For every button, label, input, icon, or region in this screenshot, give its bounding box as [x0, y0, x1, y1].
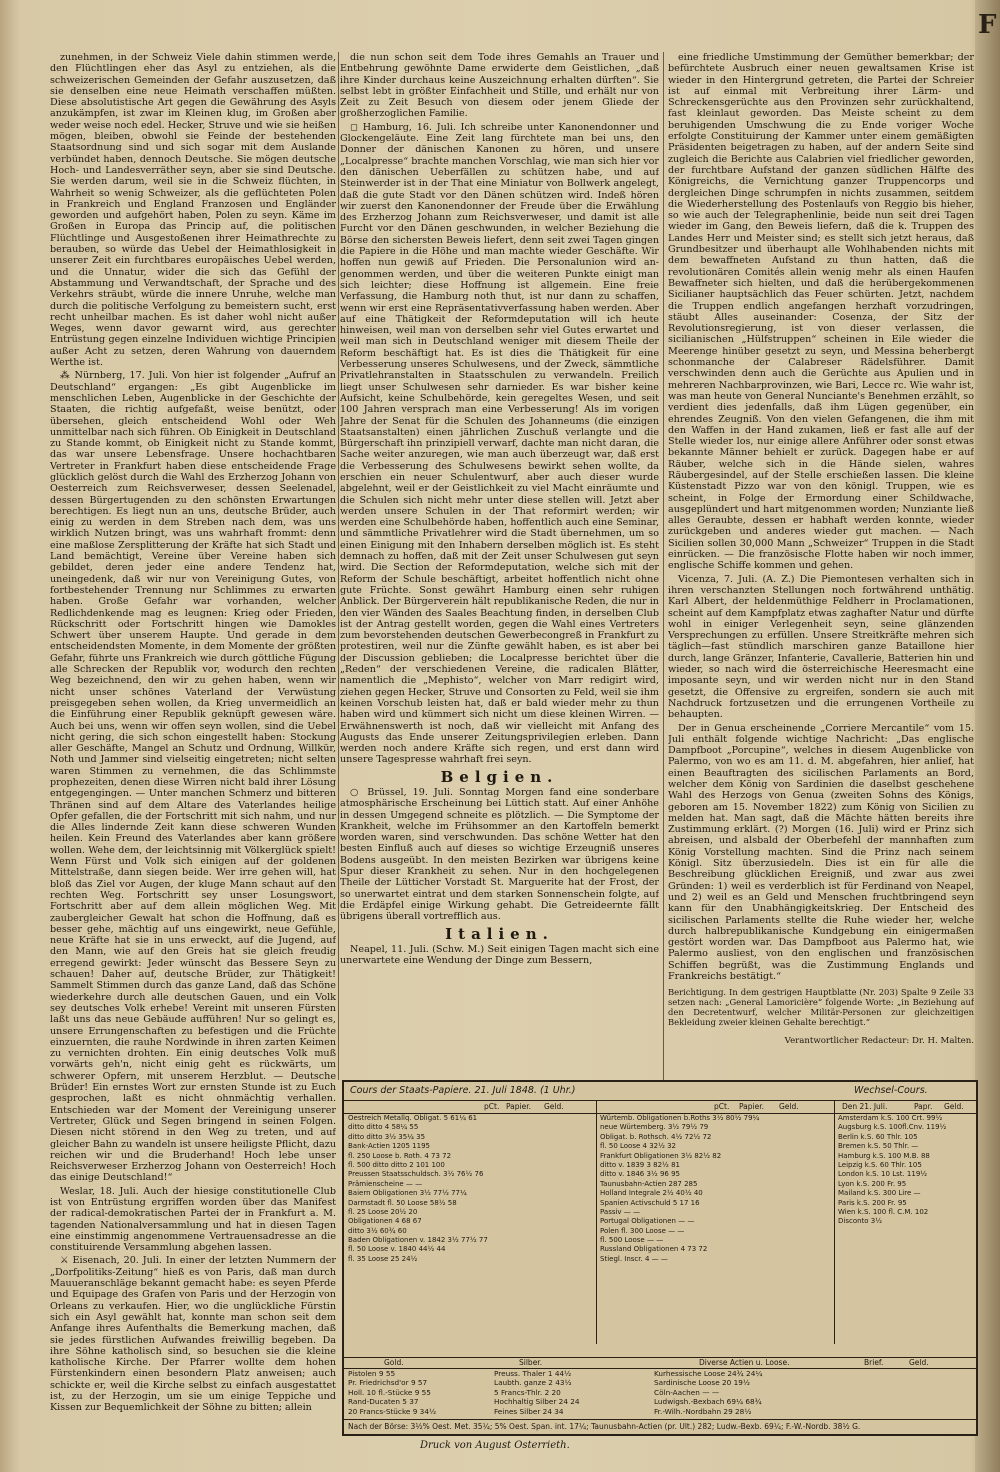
printer-imprint: Druck von August Osterrieth. [420, 1440, 570, 1451]
header-geld: Geld. [544, 1102, 564, 1111]
exchange-row: Hamburg k.S. 100 M.B. 88 [838, 1151, 930, 1160]
next-page-fragment: F [978, 10, 997, 40]
stock-row: fl. 50 Loose v. 1840 44½ 44 [348, 1245, 446, 1254]
header-gold: Gold. [384, 1358, 404, 1367]
coin-row: Rand-Ducaten 5 37 [348, 1397, 419, 1407]
header-brief: Brief. [864, 1358, 884, 1367]
stock-column-headers [344, 1101, 976, 1114]
stock-row: neue Würtemberg. 3½ 79½ 79 [600, 1123, 709, 1132]
exchange-row: Wien k.S. 100 fl. C.M. 102 [838, 1207, 929, 1216]
coin-headers [344, 1358, 976, 1369]
column-1 [50, 52, 336, 1452]
exchange-row: Disconto 3½ [838, 1217, 883, 1226]
article-bruessel: ○ Brüssel, 19. Juli. Sonntag Morgen fand eine sonderbare atmosphärische Erscheinung bei Lüttich statt. Auf einer Anhöhe in dessen Umgegend schneite es plötzlich. — Die Symptome der Krankheit, welche im Frühsommer an den Kartoffeln bemerkt worden waren, sind verschwunden. Das schöne Wetter hat den besten Einfluß auch auf dieses so wichtige Erzeugniß unseres Bodens ausgeübt. In den meisten Bezirken war übrigens keine Spur dieser Krankheit zu sehen. Nur in den hochgelegenen Theile der Lütticher Vorstadt St. Marguerite hat der Frost, der so unerwartet eintrat und dem starken Sonnenschein folgte, auf die Erdäpfel einige Wirkung gehabt. Die Getreideernte fällt übrigens überall vortrefflich aus. [340, 787, 659, 923]
header-pct: pCt. [484, 1102, 500, 1111]
exchange-row: Augsburg k.S. 100fl.Cnv. 119½ [838, 1123, 947, 1132]
exchange-row: London k.S. 10 Lst. 119½ [838, 1170, 928, 1179]
exchange-row: Amsterdam k.S. 100 Crt. 99½ [838, 1114, 943, 1122]
header-geld: Geld. [909, 1358, 929, 1367]
coin-row: Ludwigsh.-Bexbach 69¼ 68¾ [654, 1397, 762, 1407]
stock-row: fl. 500 ditto ditto 2 101 100 [348, 1160, 445, 1169]
coin-row: Sardinische Loose 20 19½ [654, 1378, 750, 1388]
header-papier: Papier. [739, 1102, 765, 1111]
exchange-row: Lyon k.S. 200 Fr. 95 [838, 1179, 907, 1188]
silber-list [494, 1369, 644, 1416]
after-bourse-line: Nach der Börse: 3½% Oest. Met. 35¼; 5% Oest. Span. int. 17¼; Taunusbahn-Actien (pr. Ult.) 282; Ludw.-Bexb. 69¼; F.-W.-Nordb. 38½ G. [344, 1419, 976, 1434]
stock-row: Holland Integrale 2½ 40½ 40 [600, 1189, 703, 1198]
article-paragraph: die nun schon seit dem Tode ihres Gemahls an Trauer und Entbehrung gewöhnte Dame erwiderte dem Geistlichen, „daß ihre Kinder durchaus keine Auszeichnung erhalten dürften“. Sie selbst lebt in größter Einfachheit und Stille, und erhält nur von Zeit zu Zeit Besuch von diesem oder jenem Gliede der großherzoglichen Familie. [340, 52, 659, 120]
stock-row: fl. 50 Loose 4 32½ 32 [600, 1142, 677, 1151]
stock-row: Oestreich Metallq. Obligat. 5 61¼ 61 [348, 1114, 478, 1122]
exchange-date: Den 21. Juli. [842, 1102, 888, 1111]
stock-row: Frankfurt Obligationen 3½ 82½ 82 [600, 1151, 722, 1160]
stock-row: Russland Obligationen 4 73 72 [600, 1245, 708, 1254]
stock-row: ditto ditto 4 58¼ 55 [348, 1123, 419, 1132]
column-rule [338, 52, 339, 1080]
exchange-row: Paris k.S. 200 Fr. 95 [838, 1198, 907, 1207]
stock-row: Passiv — — [600, 1207, 641, 1216]
stock-row: Stiegl. Inscr. 4 — — [600, 1254, 668, 1263]
header-geld: Geld. [944, 1102, 964, 1111]
stock-row: Polen fl. 300 Loose — — [600, 1226, 685, 1235]
stock-row: fl. 500 Loose — — [600, 1236, 664, 1245]
header-papier: Papier. [506, 1102, 532, 1111]
stock-row: Portugal Obligationen — — [600, 1217, 695, 1226]
gold-list [348, 1369, 488, 1416]
exchange-title: Wechsel-Cours. [854, 1085, 928, 1096]
stock-row: fl. 35 Loose 25 24½ [348, 1254, 418, 1263]
responsible-editor: Verantwortlicher Redacteur: Dr. H. Malten. [784, 1035, 974, 1046]
stock-table-title [344, 1082, 976, 1101]
article-neapel: Neapel, 11. Juli. (Schw. M.) Seit einigen Tagen macht sich eine unerwartete eine Wendung der Dinge zum Bessern, [340, 943, 659, 967]
stock-row: fl. 250 Loose b. Roth. 4 73 72 [348, 1151, 452, 1160]
column-3 [668, 52, 974, 1077]
stock-row: Baiern Obligationen 3½ 77½ 77¼ [348, 1189, 467, 1198]
coin-row: Holl. 10 fl.-Stücke 9 55 [348, 1387, 431, 1397]
next-page-edge [975, 0, 1000, 1472]
coin-row: Pistolen 9 55 [348, 1369, 396, 1378]
stock-row: ditto v. 1839 3 82½ 81 [600, 1160, 680, 1169]
stock-row: ditto v. 1846 3½ 96 95 [600, 1170, 680, 1179]
column-rule [663, 52, 664, 1080]
coin-row: Kurhessische Loose 24¾ 24¼ [654, 1369, 763, 1378]
coin-row: Pr. Friedrichsd'or 9 57 [348, 1378, 428, 1388]
stock-row: Obligationen 4 68 67 [348, 1217, 422, 1226]
article-paragraph: zunehmen, in der Schweiz Viele dahin stimmen werde, den Flüchtlingen eher das Asyl zu entziehen, als die schweizerischen Gemeinden der Gefahr auszusetzen, daß sie denselben eine neue Heimath verschaffen müßten. Diese absolutistische Art gegen die Gewährung des Asyls anzukämpfen, ist zwar im Kleinen klug, im Großen aber weder weise noch edel. Hecker, Struve und wie sie heißen mögen, bleiben, obwohl sie Feinde der bestehenden Staatsordnung sind und sich sogar mit dem Auslande verbündet haben, dennoch Deutsche. Sie mögen deutsche Hoch- und Landesverräther seyn, aber sie sind Deutsche. Sie werden darum, weil sie in die Schweiz flüchten, in Wahrheit so wenig Schweizer, als die geflüchteten Polen in Frankreich und England Franzosen und Engländer geworden und aufgehört haben, Polen zu seyn. Käme im Großen in Europa das Princip auf, die politischen Flüchtlinge und Ausgestoßenen ihrer Heimathrechte zu berauben, so würde das Uebel der Heimathlosigkeit in unserer Zeit ein furchtbares europäisches Uebel werden, und die Unnatur, wider die sich das Gefühl der Abstammung und Verwandtschaft, der Sprache und des Verkehrs sträubt, würde die innere Unruhe, welche man durch die politische Verfolgung zu bemeistern sucht, erst recht unheilbar machen. Es ist daher wohl nicht außer Weges, wenn davor gewarnt wird, aus gerechter Entrüstung gegen einzelne Individuen wichtige Principien außer Acht zu setzen, deren Wahrung von dauerndem Werthe ist. [50, 52, 336, 369]
stock-row: Prämienscheine — — [348, 1179, 423, 1188]
correction-note: Berichtigung. In dem gestrigen Hauptblatte (Nr. 203) Spalte 9 Zeile 33 setzen nach: „General Lamoricière“ folgende Worte: „in Beziehung auf den Decretentwurf, welcher Militär-Personen zur gleichzeitigen Bekleidung zweier kleinen Gehalte berechtigt.“ [668, 987, 974, 1027]
coin-table [344, 1357, 976, 1418]
article-weslar: Weslar, 18. Juli. Auch der hiesige constitutionelle Club ist von Entrüstung ergriffen worden über das Manifest der radical-demokratischen Partei der in Frankfurt a. M. tagenden Nationalversammlung und hat in diesen Tagen eine einstimmig angenommene Vertrauensadresse an die constituirende Versammlung abgehen lassen. [50, 1185, 336, 1254]
stock-row: Baden Obligationen v. 1842 3½ 77½ 77 [348, 1236, 488, 1245]
stock-block-1 [348, 1114, 593, 1264]
column-2 [340, 52, 659, 1077]
exchange-row: Berlin k.S. 60 Thlr. 105 [838, 1132, 918, 1141]
stock-block-2 [600, 1114, 832, 1264]
article-nuernberg: ⁂ Nürnberg, 17. Juli. Von hier ist folgender „Aufruf an Deutschland“ ergangen: „Es gibt Augenblicke im menschlichen Leben, Augenblicke in der Geschichte der Staaten, die richtig aufgefaßt, weise benützt, oder übersehen, gleich entscheidend Wohl oder Weh unmittelbar nach sich führen. Ob Einigkeit in Deutschland zu Stande kommt, ob Einigkeit nicht zu Stande kommt, das war unsere Lebensfrage. Unsere hochachtbaren Vertreter in Frankfurt haben diese entscheidende Frage glücklich gelöst durch die Wahl des Erzherzog Johann von Oesterreich zum Reichsverweser, dessen Seelenadel, dessen Bürgertugenden zu den schönsten Erwartungen berechtigen. Es liegt nun an uns, deutsche Brüder, auch einig zu werden in dem Streben nach dem, was uns wirklich Nutzen bringt, was uns wahrhaft frommt: denn eine maßlose Zersplitterung der Kräfte hat sich Stadt und Land bemächtigt, Vereine über Vereine haben sich gebildet, deren jeder eine andere Tendenz hat, uneingedenk, daß wir nur von Vereinigung Gutes, von fortbestehender Trennung nur Schlimmes zu erwarten haben. Große Gefahr war vorhanden, welcher Redlichdenkende mag es leugnen: Krieg oder Frieden, Rückschritt oder Fortschritt hingen wie Damokles Schwert über unserem Haupte. Und gerade in dem entscheidendsten Momente, in dem Momente der größten Gefahr, führte uns Frankreich wie durch göttliche Fügung alle Schrecken der Republik vor, wodurch den rechten Weg bezeichnend, den wir zu gehen haben, wenn wir nicht unser schönes Vaterland der Verwüstung preisgegeben sehen wollen, da Krieg unvermeidlich an die Einführung einer Republik geknüpft gewesen wäre. Auch bei uns, wenn wir offen seyn wollen, sind die Uebel nicht gering, die sich schon eingestellt haben: Stockung aller Geschäfte, Mangel an Schutz und Ordnung, Willkür, Noth und Jammer sind vielseitig eingetreten; nicht selten waren Stimmen zu vernehmen, die das Schlimmste prophezeiten, denen diese Wirren nicht bald ihrer Lösung entgegengingen. — Unter manchen Schmerz und bitteren Thränen sind auf dem Altare des Vaterlandes heilige Opfer gefallen, die der Fortschritt mit sich nahm, und nur die Alles lindernde Zeit kann diese schweren Wunden heilen. Kein Freund des Vaterlandes aber kann größere wollen. Wehe dem, der leichtsinnig mit Völkerglück spielt! Wenn Fürst und Volk sich einigen auf der goldenen Mittelstraße, dann siegen beide. Wer irre gehen will, hat bloß das Ziel vor Augen, der kluge Mann schaut auf den rechten Weg. Fortschritt sey unser Losungswort, Fortschritt aber auf dem allein möglichen Weg. Mit zaubergleicher Gewalt hat schon die Hoffnung, daß es besser gehe, mächtig auf uns eingewirkt, neue Gefühle, neue Kräfte hat sie in uns erweckt, auf die Jugend, auf den Mann, wie auf den Greis hat sie gleich freudig erregend gewirkt: Jeder wünscht das Bessere Seyn zu schauen! Daher auf, deutsche Brüder, zur Thätigkeit! Sammelt Stimmen durch das ganze Land, daß das Schöne wiederkehre durch alle deutschen Gauen, und ein Volk sey deutsches Volk erhebe! Vereint mit unseren Fürsten laßt uns das neue Gebäude aufführen! Nur so gelingt es, unsere Errungenschaften zu befestigen und die Früchte einzuernten, die rauhe Nordwinde in ihren zarten Keimen zu vernichten drohten. Ein einig deutsches Volk muß vorwärts geh'n, nicht einig geht es rückwärts, um schwerer Opfern, mit unserem Herzblut. — Deutsche Brüder! Ein ernstes Wort zur ernsten Stunde ist zu Euch gesprochen, laßt es nicht ohnmächtig verhallen. Entschieden war der Moment der Vereinigung unserer Vertreter, Glück und Segen bringend in seinen Folgen. Diesen nicht störend in den Weg zu treten, und auf gleicher Bahn zu wandeln ist unsere heiligste Pflicht, dazu reichen wir und die Bruderhand! Hoch lebe unser Reichsverweser Erzherzog Johann von Oesterreich! Hoch das einige Deutschland!“ [50, 370, 336, 1184]
article-genua: Der in Genua erscheinende „Corriere Mercantile“ vom 15. Juli enthält folgende wichtige Nachricht: „Das englische Dampfboot „Porcupine“, welches in diesem Augenblicke von Palermo, von wo es am 11. d. M. abgefahren, hier anlief, hat einen Beauftragten des sicilischen Parlaments an Bord, welcher dem König von Sardinien die daselbst geschehene Wahl des Herzogs von Genua (zweiten Sohns des Königs, geboren am 15. November 1822) zum König von Sicilien zu melden hat. Man sagt, daß die Mächte hätten bereits ihre Zustimmung erklärt. (?) Morgen (16. Juli) wird er Prinz sich abreisen, und alsbald der Oberbefehl der mannhaften zum König Vorstellung machten. Sind die Prinz nach seinem Königl. Sitz überzusiedeln. Dies ist ein für alle die Beschreibung glücklichen Ereigniß, und zwar aus zwei Gründen: 1) weil es verderblich ist für Ferdinand von Neapel, und 2) weil es an Geld und Menschen fruchtbringend seyn kann für den Unabhängigkeitskrieg. Der Entscheid des sicilischen Parlaments stellte die Ruhe wieder her, welche durch halbrepublikanische Kundgebung ein einigermaßen gestört worden war. Das Dampfboot aus Palermo hat, wie Palermo ausliest, von den englischen und französischen Schiffen begrüßt, was die Zustimmung Englands und Frankreichs bestätigt.“ [668, 722, 974, 983]
coin-row: Cöln-Aachen — — [654, 1387, 720, 1397]
header-silber: Silber. [519, 1358, 543, 1367]
exchange-row: Bremen k.S. 50 Thlr. — [838, 1142, 919, 1151]
exchange-block [838, 1114, 972, 1227]
stock-row: Preussen Staatsschuldsch. 3½ 76½ 76 [348, 1170, 484, 1179]
stock-row: Taunusbahn-Actien 287 285 [600, 1179, 698, 1188]
header-diverse: Diverse Actien u. Loose. [699, 1358, 790, 1367]
stock-row: Würtemb. Obligationen b.Roths 3½ 80½ 79¼ [600, 1114, 760, 1122]
stock-table [342, 1080, 978, 1436]
stock-row: Spanien Activschuld 5 17 16 [600, 1198, 700, 1207]
section-heading-belgien: Belgien. [440, 767, 559, 786]
article-hamburg: ◻ Hamburg, 16. Juli. Ich schreibe unter Kanonendonner und Glockengeläute. Eine Zeit lang fürchtete man bei uns, den Donner der dänischen Kanonen zu hören, und unsere „Localpresse“ brachte manchen Vorschlag, wie man sich hier vor den dänischen Ueberfällen zu schützen habe, und auf Steinwerder ist in der That eine Miniatur von Bollwerk angelegt, daß die gute Stadt vor den Dänen schützen wird. Indeß hören wir zuerst den Kanonendonner der Freude über die Erwählung des Erzherzog Johann zum Reichsverweser, und damit ist alle Furcht vor den Dänen geschwunden, in welcher Beziehung die Börse den sichersten Beweis liefert, denn seit zwei Tagen gingen die Papiere in die Höhe und man machte wieder Geschäfte. Wir hoffen nun gewiß auf Frieden. Die Personalunion wird an-genommen werden, und über die weiteren Punkte einigt man sich leichter; diese Hoffnung ist allgemein. Eine freie Verfassung, die Hamburg noth thut, ist nur dann zu schaffen, wenn wir erst eine Repräsentativverfassung haben werden. Aber auf eine Thätigkeit der Reformdeputation will ich heute hinweisen, weil man von derselben sehr viel Gutes erwartet und weil man sich in Deutschland weniger mit diesem Theile der Reform beschäftigt hat. Es ist dies die Thätigkeit für eine Verbesserung unseres Schulwesens, und der Zweck, sämmtliche Privatlehranstalten in Staatsschulen zu verwandeln. Freilich liegt unser Schulwesen sehr darnieder. Es war bisher keine Aufsicht, keine Schulbehörde, kein geregeltes Wesen, und seit 100 Jahren versprach man eine Verbesserung! Als im vorigen Jahre der Senat für die Schulen des Johanneums (die einzigen Staatsanstalten) einen jährlichen Zuschuß verlangte und die Bürgerschaft ihn prinzipiell verwarf, dachte man nicht daran, die Sache weiter anzuregen, wie man auch überzeugt war, daß erst die Verbesserung des Schulwesens bewirkt sehen wollte, da erschien ein neuer Schulentwurf, aber auch dieser wurde abgelehnt, weil er der Geistlichkeit zu viel Macht einräumte und die Schulen sich nicht mehr unter diese stellen will. Jetzt aber werden unsere Schulen in der That reformirt werden; wir werden eine Schulbehörde haben, hoffentlich auch eine Seminar, und sämmtliche Privatlehrer wird die Stadt übernehmen, um so einen Einigung mit den Inhabern derselben möglich ist. Es steht demnach zu hoffen, daß mit der Zeit unser Schulwesen gut seyn wird. Die Section der Reformdeputation, welche sich mit der Reform der Schule beschäftigt, arbeitet hoffentlich nicht ohne gute Früchte. Sonst gewährt Hamburg einen sehr ruhigen Anblick. Der Bürgerverein hält republikanische Reden, die nur in den vier Wänden des Saales Beachtung finden, in derselben Club ist der Antrag gestellt worden, gegen die Wahl eines Vertreters zum bevorstehenden deutschen Gewerbecongreß in Frankfurt zu protestiren, weil nur die Zünfte gewählt haben, es ist aber bei der Discussion geblieben; die Localpresse berichtet über die „Reden“ der verschiedenen Vereine, die radicalen Blätter, namentlich die „Mephisto“, welcher von Marr redigirt wird, ziehen gegen Hecker, Struve und Consorten zu Feld, weil sie ihm keinen Vorschub leisten hat, daß er bald wieder mehr zu thun haben wird und kümmert sich nicht um diese kleinen Wirren. — Erwähnenswerth ist noch, daß wir vielleicht mit Anfang des Augusts das Ende unserer Zeitungsprivilegien erleben. Dann werden noch andere Kräfte sich regen, und erst dann wird unsere Tagespresse wahrhaft frei seyn. [340, 121, 659, 766]
section-heading-italien: Italien. [445, 924, 554, 943]
coin-row: Laubth. ganze 2 43½ [494, 1378, 572, 1388]
stock-row: Obligat. b. Rothsch. 4½ 72½ 72 [600, 1132, 712, 1141]
coin-row: 20 Francs-Stücke 9 34½ [348, 1406, 437, 1416]
stock-title-text: Cours der Staats-Papiere. 21. Juli 1848. (1 Uhr.) [350, 1085, 576, 1096]
coin-row: Fr.-Wilh.-Nordbahn 29 28½ [654, 1406, 752, 1416]
stock-row: fl. 25 Loose 20½ 20 [348, 1207, 418, 1216]
article-vicenza: Vicenza, 7. Juli. (A. Z.) Die Piemontesen verhalten sich in ihren verschanzten Stellungen noch fortwährend unthätig. Karl Albert, der heldenmüthige Feldherr in Proclamationen, scheint auf dem Kampfplatz etwas zaghafter Natur und dürfte wohl in einiger Verlegenheit seyn, seine glänzenden Versprechungen zu erfüllen. Unsere Streitkräfte mehren sich täglich—fast stündlich marschiren ganze Bataillone hier durch, lange Gränzer, Infanterie, Cavallerie, Batterien hin und wieder, so nach wird die österreichische Heeresmacht eine imposante seyn, und wir werden nicht nur in den Stand gesetzt, die Offensive zu ergreifen, sondern sie auch mit Nachdruck fortzusetzen und die errungenen Vortheile zu behaupten. [668, 573, 974, 721]
stock-row: ditto ditto 3½ 35¼ 35 [348, 1132, 426, 1141]
coin-row: Hochhaltig Silber 24 24 [494, 1397, 580, 1407]
article-eisenach: ⚔ Eisenach, 20. Juli. In einer der letzten Nummern der „Dorfpolitiks-Zeitung“ hieß es von Paris, daß man durch Mauueranschläge bekannt gemacht habe: es seyen Pferde und Equipage des Grafen von Paris und der Herzogin von Orleans zu verkaufen. Hier, wo die unglückliche Fürstin sich ein Asyl gewählt hat, konnte man schon seit dem Anfange ihres Aufenthalts die Bemerkung machen, daß sie jedes fürstlichen Aufwandes freiwillig begeben. Da ihre Söhne katholisch sind, so besuchen sie die kleine katholische Kirche. Der Pfarrer wollte dem hohen Fürstenkindern einen besondern Platz anweisen; auch schickte er, weil die Kirche selbst zu einfach ausgestattet ist, zu der Herzogin, um sie um einige Teppiche und Kissen zur Bequemlichkeit der Söhne zu bitten; allein [50, 1255, 336, 1414]
header-papr: Papr. [914, 1102, 933, 1111]
stock-rows [344, 1114, 976, 1344]
header-geld: Geld. [779, 1102, 799, 1111]
exchange-row: Mailand k.S. 300 Lire — [838, 1189, 921, 1198]
stock-row: Bank-Actien 1205 1195 [348, 1142, 430, 1151]
article-neapel-cont: eine friedliche Umstimmung der Gemüther bemerkbar; der befürchtete Ausbruch einer neuen gewaltsamen Krise ist wieder in den Hintergrund getreten, die Partei der Schreier ist auf einmal mit Verbreitung ihrer Lärm- und Schreckensgerüchte aus den Provinzen sehr zurückhaltend, fast kleinlaut geworden. Das Meiste scheint zu dem beruhigenden Umschwung die zu Ende voriger Woche erfolgte Constituirung der Kammer unter einem gemäßigten Präsidenten beigetragen zu haben, auf der andern Seite sind zugleich die Berichte aus Calabrien viel friedlicher geworden, der furchtbare Aufstand der ganzen südlichen Hälfte des Königreichs, die Vernichtung ganzer Truppencorps und dergleichen Dinge schrumpfen in nichts zusammen, seitdem die Wiederherstellung des Postenlaufs von Reggio bis hieher, so wie auch der Telegraphenlinie, beide nun seit drei Tagen wieder im Gang, den Beweis liefern, daß die k. Truppen des Landes Herr und Meister sind; es stellt sich jetzt heraus, daß Grundbesitzer und überhaupt alle Wohlhabenden nichts mit dem bewaffneten Aufstand zu thun hatten, daß die revolutionären Comités allein wenig mehr als einen Haufen Bewaffneter sich hielten, und daß die herübergekommenen Sicilianer hauptsächlich das Feuer schürten. Jetzt, nachdem die Truppen endlich angefangen herzhaft vorzudringen, stäubt Alles auseinander: Cosenza, der Sitz der Revolutionsregierung, ist von dieser verlassen, die sicilianischen „Hülfstruppen“ scheinen in Eile wieder die Meerenge hinüber gesetzt zu seyn, und Messina beherbergt schonmanche der Calabreser Rädelsführer. Damit verschwinden denn auch die Gerüchte aus Apulien und in mehreren Nachbarprovinzen, wie Bari, Lecce rc. Wie wahr ist, was man heute von General Nunciante's Benehmen erzählt, so verdient dies jedenfalls, daß ihm Lügen gegenüber, ein ehrendes Zeugniß. Von den vielen Gefangenen, die ihm mit den Waffen in der Hand zukamen, ließ er fast alle auf der Stelle wieder los, nur einige allere Anführer oder sonst etwas bekannte Männer behielt er zurück. Dagegen habe er auf Räuber, welche sich in die Hände sielen, wahres Räubergesindel, auf der Stelle erschießen lassen. Die kleine Küstenstadt Pizzo war von den königl. Truppen, wie es scheint, in Folge der Ermordung einer Schildwache, ausgeplündert und hart mitgenommen worden; Nunziante ließ alles Geraubte, dessen er habhaft werden konnte, wieder zurückgeben und anderes wieder gut machen. — Nach Sicilien sollen 30,000 Mann „Schweizer“ Truppen in die Stadt einrücken. — Die französische Flotte haben wir noch immer, englische Schiffe kommen und gehen. [668, 52, 974, 572]
coin-row: 5 Francs-Thlr. 2 20 [494, 1387, 561, 1397]
stock-row: Darmstadt fl. 50 Loose 58½ 58 [348, 1198, 457, 1207]
coin-row: Preuss. Thaler 1 44½ [494, 1369, 572, 1378]
exchange-row: Leipzig k.S. 60 Thlr. 105 [838, 1160, 922, 1169]
stock-row: ditto 3½ 60¾ 60 [348, 1226, 407, 1235]
coin-row: Feines Silber 24 34 [494, 1406, 564, 1416]
header-pct: pCt. [714, 1102, 730, 1111]
diverse-list [654, 1369, 964, 1416]
